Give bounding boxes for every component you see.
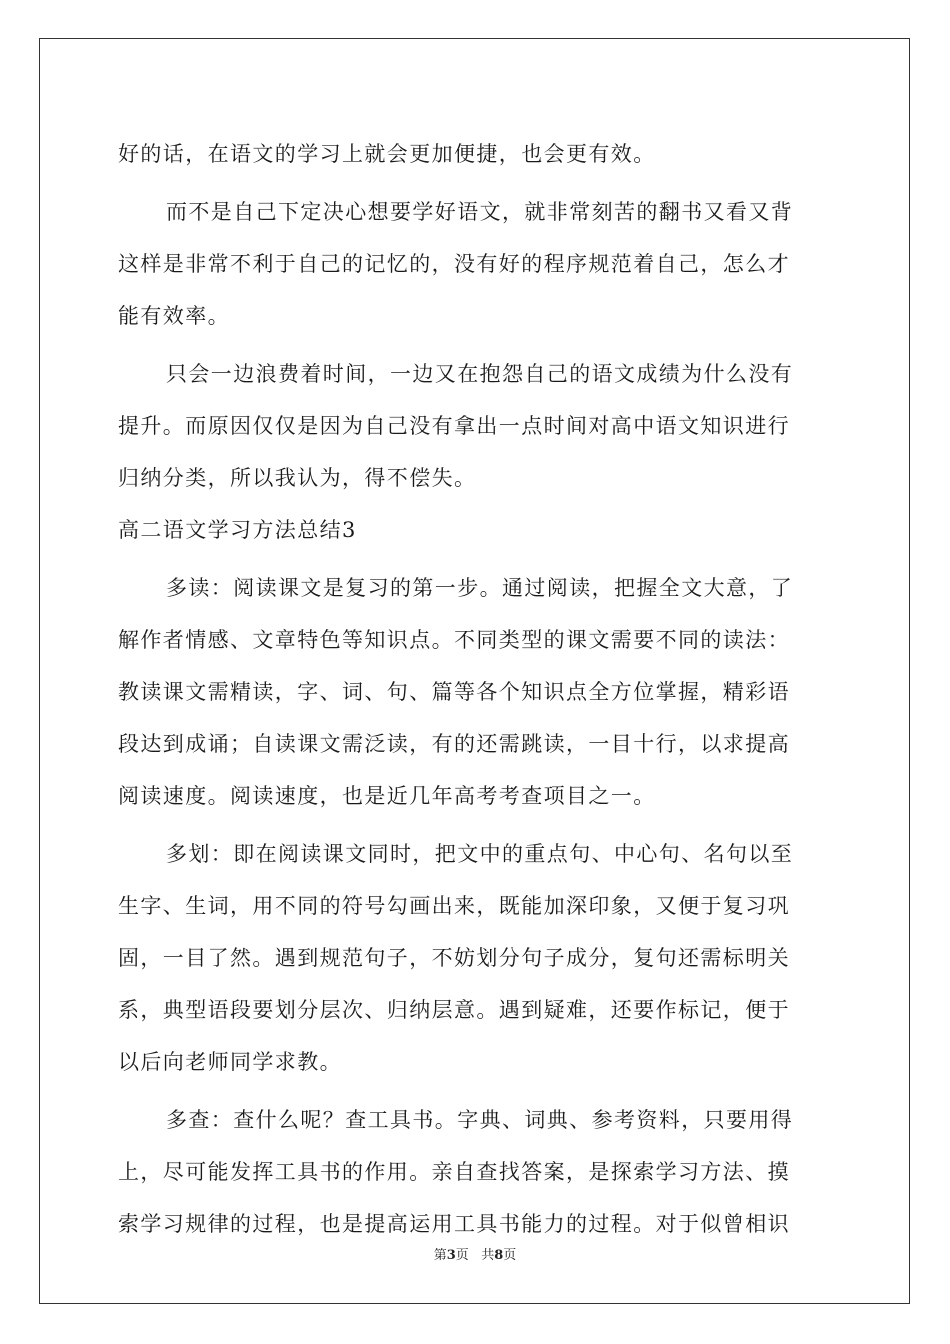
section-heading: 高二语文学习方法总结3	[118, 518, 357, 542]
text-line: 系，典型语段要划分层次、归纳层意。遇到疑难，还要作标记，便于	[118, 998, 790, 1022]
footer-total-prefix: 共	[481, 1248, 495, 1263]
paragraph-start-line: 多划：即在阅读课文同时，把文中的重点句、中心句、名句以至	[166, 842, 794, 866]
footer-total-suffix: 页	[503, 1248, 517, 1263]
text-line: 好的话，在语文的学习上就会更加便捷，也会更有效。	[118, 142, 656, 166]
text-line: 上，尽可能发挥工具书的作用。亲自查找答案，是探索学习方法、摸	[118, 1160, 790, 1184]
text-line: 这样是非常不利于自己的记忆的，没有好的程序规范着自己，怎么才	[118, 252, 790, 276]
current-page-number: 3	[446, 1248, 456, 1263]
page-footer	[0, 1244, 950, 1263]
text-line: 能有效率。	[118, 304, 230, 328]
text-line: 解作者情感、文章特色等知识点。不同类型的课文需要不同的读法：	[118, 628, 790, 652]
text-line: 教读课文需精读，字、词、句、篇等各个知识点全方位掌握，精彩语	[118, 680, 790, 704]
total-page-number: 8	[494, 1248, 504, 1263]
text-line: 阅读速度。阅读速度，也是近几年高考考查项目之一。	[118, 784, 656, 808]
text-line: 固，一目了然。遇到规范句子，不妨划分句子成分，复句还需标明关	[118, 946, 790, 970]
paragraph-start-line: 多读：阅读课文是复习的第一步。通过阅读，把握全文大意，了	[166, 576, 794, 600]
paragraph-start-line: 只会一边浪费着时间，一边又在抱怨自己的语文成绩为什么没有	[166, 362, 794, 386]
paragraph-start-line: 而不是自己下定决心想要学好语文，就非常刻苦的翻书又看又背	[166, 200, 794, 224]
text-line: 段达到成诵；自读课文需泛读，有的还需跳读，一目十行，以求提高	[118, 732, 790, 756]
text-line: 提升。而原因仅仅是因为自己没有拿出一点时间对高中语文知识进行	[118, 414, 790, 438]
footer-prefix: 第	[433, 1248, 447, 1263]
text-line: 以后向老师同学求教。	[118, 1050, 342, 1074]
text-line: 索学习规律的过程，也是提高运用工具书能力的过程。对于似曾相识	[118, 1212, 790, 1236]
footer-page-suffix: 页	[455, 1248, 469, 1263]
paragraph-start-line: 多查：查什么呢？查工具书。字典、词典、参考资料，只要用得	[166, 1108, 794, 1132]
text-line: 归纳分类，所以我认为，得不偿失。	[118, 466, 477, 490]
text-line: 生字、生词，用不同的符号勾画出来，既能加深印象，又便于复习巩	[118, 894, 790, 918]
document-body	[118, 128, 832, 1250]
